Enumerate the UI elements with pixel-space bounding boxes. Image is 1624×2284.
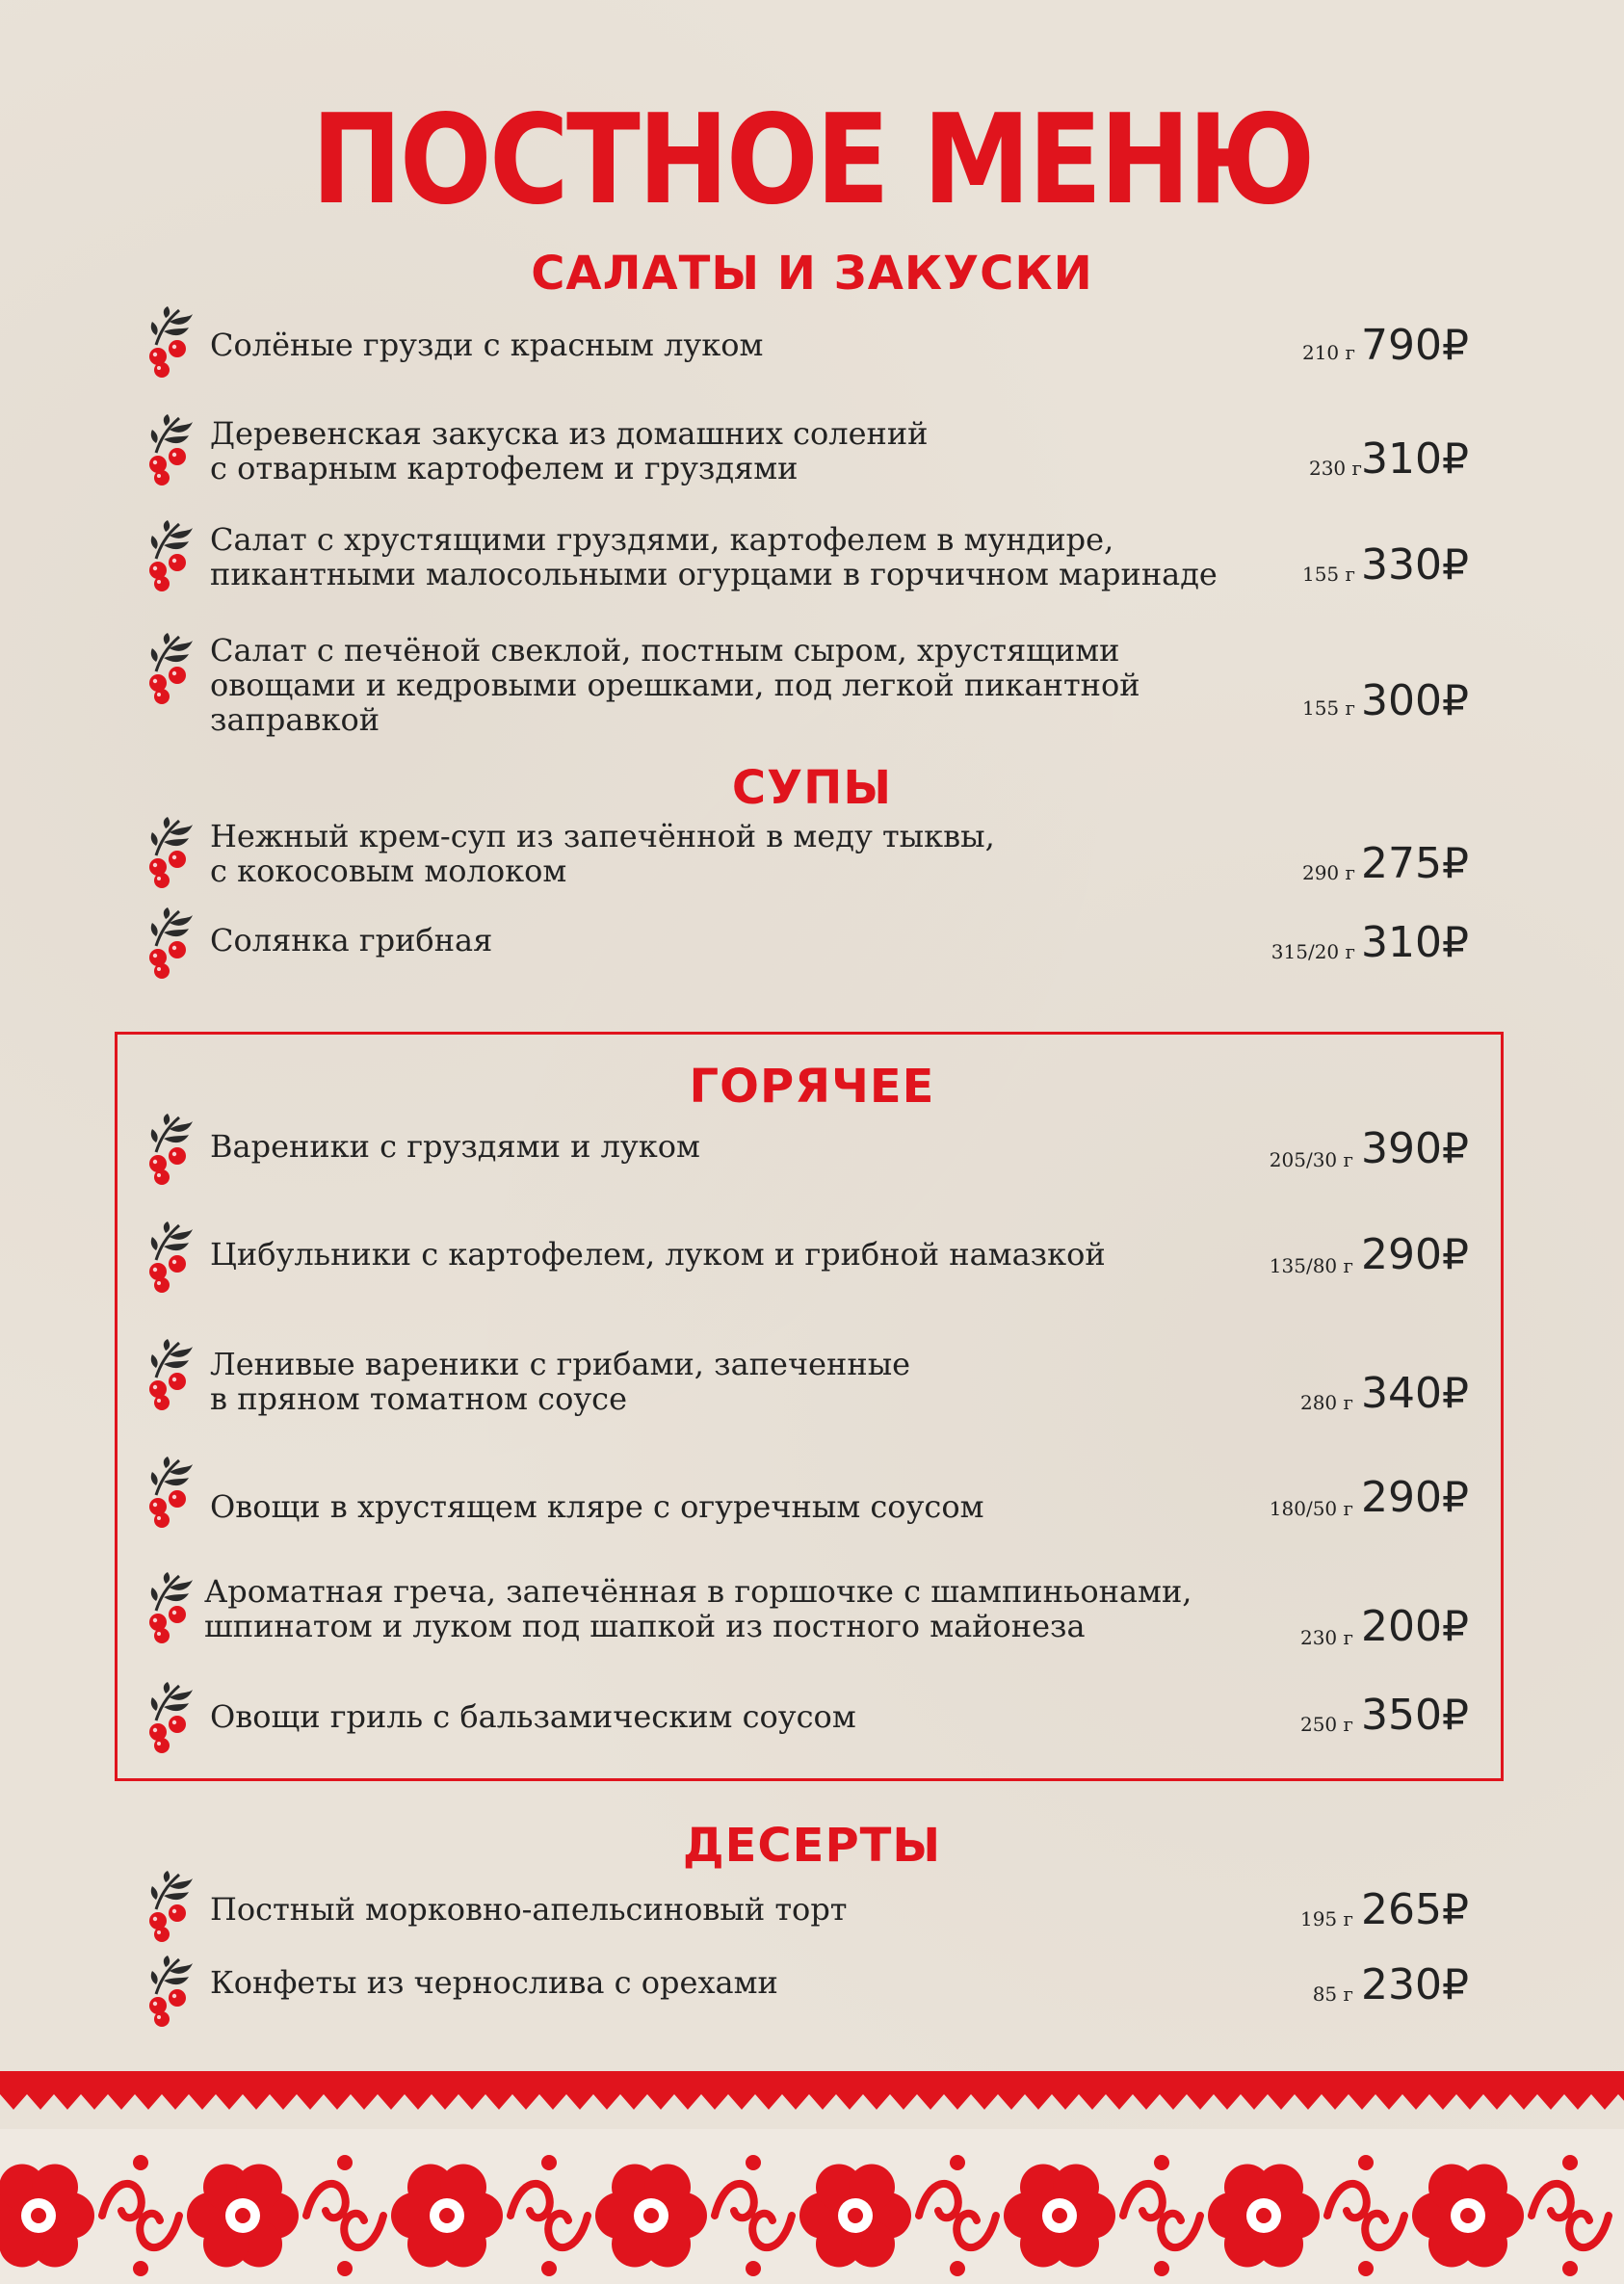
item-name: Овощи гриль с бальзамическим соусом bbox=[210, 1698, 856, 1735]
item-name: Овощи в хрустящем кляре с огуречным соусом bbox=[210, 1488, 984, 1525]
berry-branch-icon bbox=[146, 1221, 196, 1293]
section-title-soups: СУПЫ bbox=[731, 761, 893, 815]
folk-ornament-border bbox=[0, 2071, 1624, 2284]
item-weight: 210 г bbox=[1301, 341, 1355, 364]
berry-branch-icon bbox=[146, 1339, 196, 1410]
item-weight: 155 г bbox=[1301, 696, 1355, 720]
item-weight: 195 г bbox=[1299, 1907, 1353, 1930]
berry-branch-icon bbox=[146, 1457, 196, 1528]
item-price: 390₽ bbox=[1361, 1124, 1469, 1173]
item-price: 290₽ bbox=[1361, 1230, 1469, 1279]
berry-branch-icon bbox=[146, 1871, 196, 1942]
item-weight: 315/20 г bbox=[1270, 940, 1355, 963]
item-name: Конфеты из чернослива с орехами bbox=[210, 1964, 778, 2001]
item-name: Цибульники с картофелем, луком и грибной намазкой bbox=[210, 1236, 1106, 1273]
item-weight: 280 г bbox=[1299, 1391, 1353, 1414]
section-title-salads: САЛАТЫ И ЗАКУСКИ bbox=[531, 247, 1093, 301]
berry-branch-icon bbox=[146, 1956, 196, 2027]
item-name: Ленивые вареники с грибами, запеченные в пряном томатном соусе bbox=[210, 1346, 911, 1417]
item-name: Солянка грибная bbox=[210, 922, 493, 958]
item-weight: 230 г bbox=[1308, 457, 1362, 480]
item-price: 230₽ bbox=[1361, 1960, 1469, 2009]
berry-branch-icon bbox=[146, 633, 196, 704]
item-name: Ароматная греча, запечённая в горшочке с шампиньонами, шпинатом и луком под шапкой из постного майонеза bbox=[204, 1573, 1192, 1644]
berry-branch-icon bbox=[146, 306, 196, 378]
berry-branch-icon bbox=[146, 907, 196, 979]
berry-branch-icon bbox=[146, 414, 196, 486]
section-title-desserts: ДЕСЕРТЫ bbox=[682, 1819, 942, 1873]
item-weight: 250 г bbox=[1299, 1713, 1353, 1736]
item-price: 290₽ bbox=[1361, 1473, 1469, 1522]
item-name: Салат с хрустящими груздями, картофелем в мундире, пикантными малосольными огурцами в горчичном маринаде bbox=[210, 521, 1218, 592]
item-weight: 205/30 г bbox=[1269, 1148, 1353, 1171]
item-price: 340₽ bbox=[1361, 1369, 1469, 1418]
section-title-hot: ГОРЯЧЕЕ bbox=[689, 1060, 935, 1114]
item-price: 330₽ bbox=[1361, 540, 1469, 590]
item-price: 310₽ bbox=[1361, 918, 1469, 967]
item-price: 200₽ bbox=[1361, 1602, 1469, 1651]
berry-branch-icon bbox=[146, 817, 196, 888]
item-price: 790₽ bbox=[1361, 321, 1469, 370]
berry-branch-icon bbox=[146, 1114, 196, 1185]
item-price: 350₽ bbox=[1361, 1691, 1469, 1740]
menu-title: ПОСТНОЕ МЕНЮ bbox=[311, 89, 1313, 232]
item-price: 300₽ bbox=[1361, 676, 1469, 725]
berry-branch-icon bbox=[146, 520, 196, 591]
item-name: Нежный крем-суп из запечённой в меду тыквы, с кокосовым молоком bbox=[210, 818, 995, 889]
item-weight: 290 г bbox=[1301, 861, 1355, 884]
item-name: Солёные грузди с красным луком bbox=[210, 327, 764, 363]
item-weight: 155 г bbox=[1301, 563, 1355, 586]
item-price: 265₽ bbox=[1361, 1885, 1469, 1934]
item-name: Деревенская закуска из домашних солений с отварным картофелем и груздями bbox=[210, 415, 929, 486]
item-weight: 85 г bbox=[1312, 1982, 1353, 2006]
berry-branch-icon bbox=[146, 1682, 196, 1753]
item-price: 275₽ bbox=[1361, 839, 1469, 888]
item-weight: 180/50 г bbox=[1269, 1497, 1353, 1520]
item-name: Вареники с груздями и луком bbox=[210, 1128, 700, 1165]
item-weight: 135/80 г bbox=[1269, 1254, 1353, 1277]
item-price: 310₽ bbox=[1361, 434, 1469, 484]
item-name: Салат с печёной свеклой, постным сыром, хрустящими овощами и кедровыми орешками, под легкой пикантной заправкой bbox=[210, 632, 1140, 738]
item-weight: 230 г bbox=[1299, 1626, 1353, 1649]
item-name: Постный морковно-апельсиновый торт bbox=[210, 1891, 848, 1928]
berry-branch-icon bbox=[146, 1572, 196, 1643]
